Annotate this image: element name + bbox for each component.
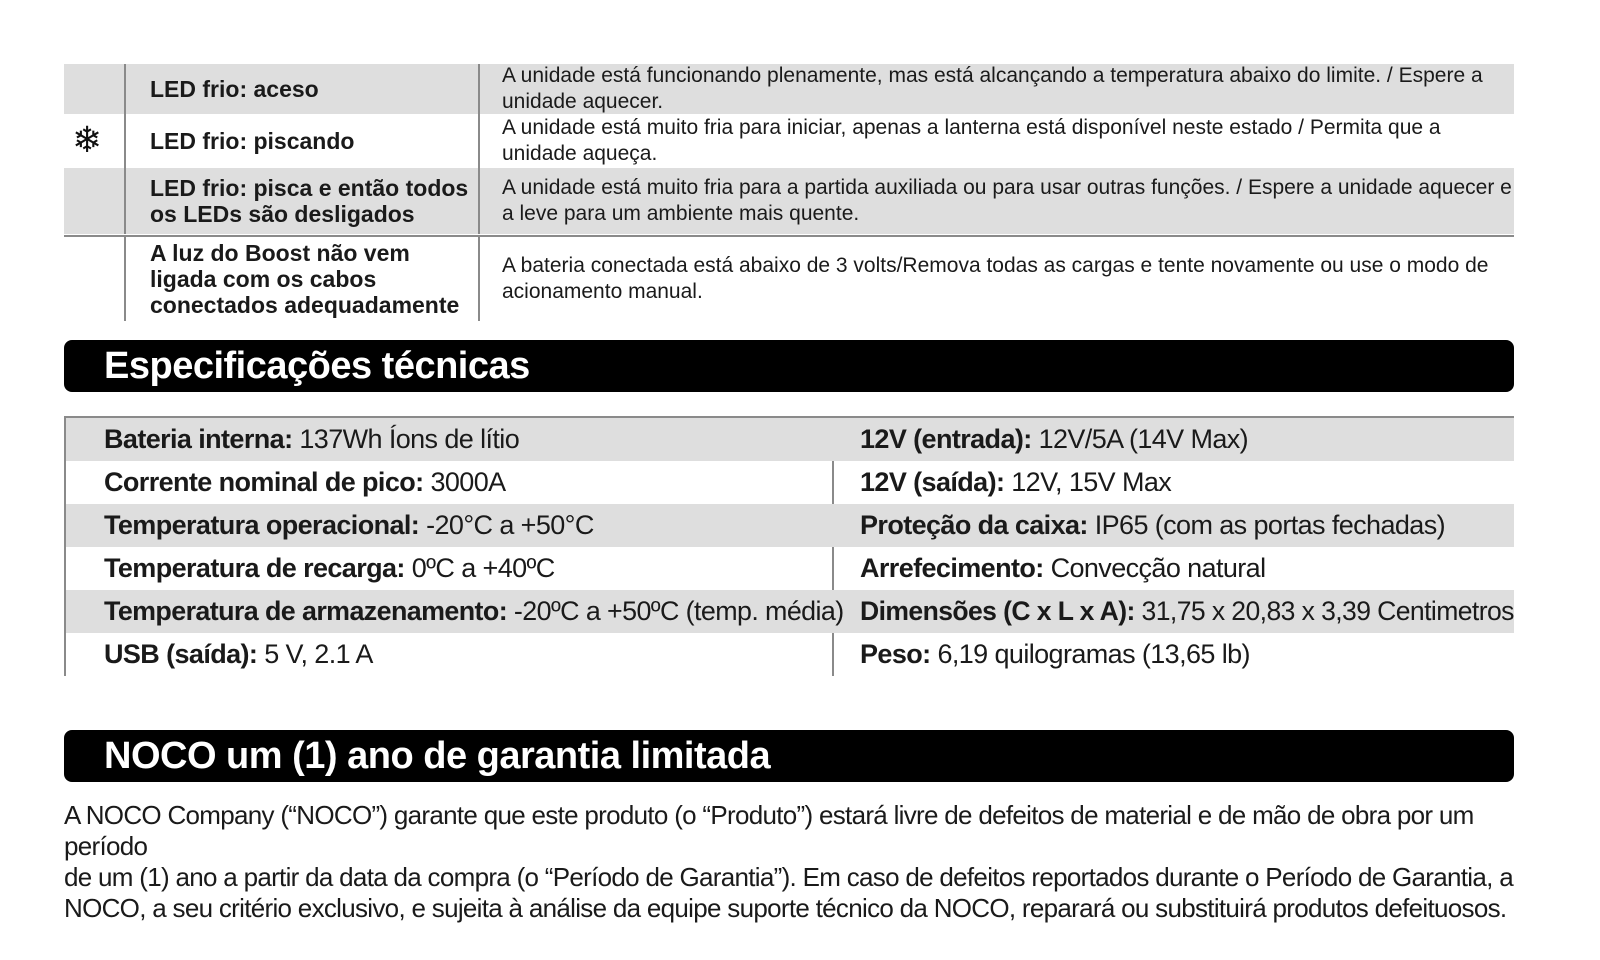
paragraph-line: A NOCO Company (“NOCO”) garante que este produto (o “Produto”) estará livre de defeitos de material e de mão de obra por um período <box>64 800 1474 861</box>
spec-cell <box>104 633 844 676</box>
description-text: A unidade está muito fria para a partida auxiliada ou para usar outras funções. / Espere a unidade aquecer e a leve para um ambiente mais quente. <box>502 176 1512 225</box>
spec-label: Corrente nominal de pico: <box>104 467 424 497</box>
condition-cell <box>124 64 480 114</box>
table-row <box>66 418 1514 461</box>
spec-label: Temperatura de armazenamento: <box>104 596 508 626</box>
table-row <box>64 237 1514 321</box>
spec-cell <box>104 418 844 461</box>
condition-cell <box>124 114 480 168</box>
paragraph-line: de um (1) ano a partir da data da compra (o “Período de Garantia”). Em caso de defeitos reportados durante o Período de Garantia, a <box>64 862 1513 892</box>
snowflake-icon: ❄ <box>72 119 103 160</box>
section-title: Especificações técnicas <box>104 345 530 387</box>
spec-value: IP65 (com as portas fechadas) <box>1094 510 1445 540</box>
spec-cell <box>104 504 844 547</box>
spec-label: 12V (saída): <box>860 467 1005 497</box>
spec-value: 5 V, 2.1 A <box>264 639 373 669</box>
spec-cell <box>860 590 1514 633</box>
table-row <box>66 504 1514 547</box>
section-title: NOCO um (1) ano de garantia limitada <box>104 735 771 777</box>
spec-value: 6,19 quilogramas (13,65 lb) <box>937 639 1250 669</box>
description-cell <box>480 64 1514 114</box>
spec-cell <box>860 547 1514 590</box>
spec-value: Convecção natural <box>1050 553 1266 583</box>
spec-cell <box>104 461 844 504</box>
table-row <box>66 590 1514 633</box>
spec-value: 12V, 15V Max <box>1011 467 1172 497</box>
spec-label: Proteção da caixa: <box>860 510 1088 540</box>
table-row <box>66 633 1514 676</box>
description-text: A unidade está muito fria para iniciar, apenas a lanterna está disponível neste estado / Permita que a unidade aqueça. <box>502 116 1441 165</box>
description-cell <box>480 114 1514 168</box>
spec-cell <box>104 590 844 633</box>
spec-label: 12V (entrada): <box>860 424 1032 454</box>
condition-text: LED frio: aceso <box>150 76 319 102</box>
spec-value: 137Wh Íons de lítio <box>299 424 520 454</box>
description-cell <box>480 237 1514 321</box>
specs-table <box>64 416 1514 676</box>
spec-cell <box>104 547 844 590</box>
condition-text: A luz do Boost não vem ligada com os cabos conectados adequadamente <box>150 240 460 318</box>
spec-cell <box>860 418 1514 461</box>
spec-value: 3000A <box>430 467 506 497</box>
warranty-section-header <box>64 730 1514 782</box>
table-row <box>64 114 1514 168</box>
spec-label: Temperatura de recarga: <box>104 553 405 583</box>
spec-value: 0ºC a +40ºC <box>411 553 555 583</box>
condition-text: LED frio: pisca e então todos os LEDs são desligados <box>150 175 469 227</box>
condition-text: LED frio: piscando <box>150 128 355 154</box>
spec-cell <box>860 504 1514 547</box>
description-text: A bateria conectada está abaixo de 3 volts/Remova todas as cargas e tente novamente ou use o modo de acionamento manual. <box>502 254 1489 303</box>
paragraph-line: NOCO, a seu critério exclusivo, e sujeita à análise da equipe suporte técnico da NOCO, reparará ou substituirá produtos defeituosos. <box>64 893 1507 923</box>
spec-label: Temperatura operacional: <box>104 510 420 540</box>
warranty-paragraph <box>64 800 1524 924</box>
spec-label: Bateria interna: <box>104 424 293 454</box>
spec-cell <box>860 633 1514 676</box>
spec-label: Peso: <box>860 639 931 669</box>
table-row <box>66 547 1514 590</box>
condition-cell <box>124 168 480 234</box>
description-text: A unidade está funcionando plenamente, mas está alcançando a temperatura abaixo do limite. / Espere a unidade aquecer. <box>502 64 1483 113</box>
spec-value: -20ºC a +50ºC (temp. média) <box>513 596 844 626</box>
spec-label: Dimensões (C x L x A): <box>860 596 1135 626</box>
table-row <box>64 64 1514 114</box>
condition-cell <box>124 237 480 321</box>
specs-section-header <box>64 340 1514 392</box>
spec-value: 31,75 x 20,83 x 3,39 Centimetros <box>1141 596 1514 626</box>
description-cell <box>480 168 1514 234</box>
spec-value: -20°C a +50°C <box>426 510 594 540</box>
spec-value: 12V/5A (14V Max) <box>1038 424 1249 454</box>
spec-cell <box>860 461 1514 504</box>
spec-label: Arrefecimento: <box>860 553 1044 583</box>
spec-label: USB (saída): <box>104 639 258 669</box>
table-row <box>64 168 1514 234</box>
table-row <box>66 461 1514 504</box>
